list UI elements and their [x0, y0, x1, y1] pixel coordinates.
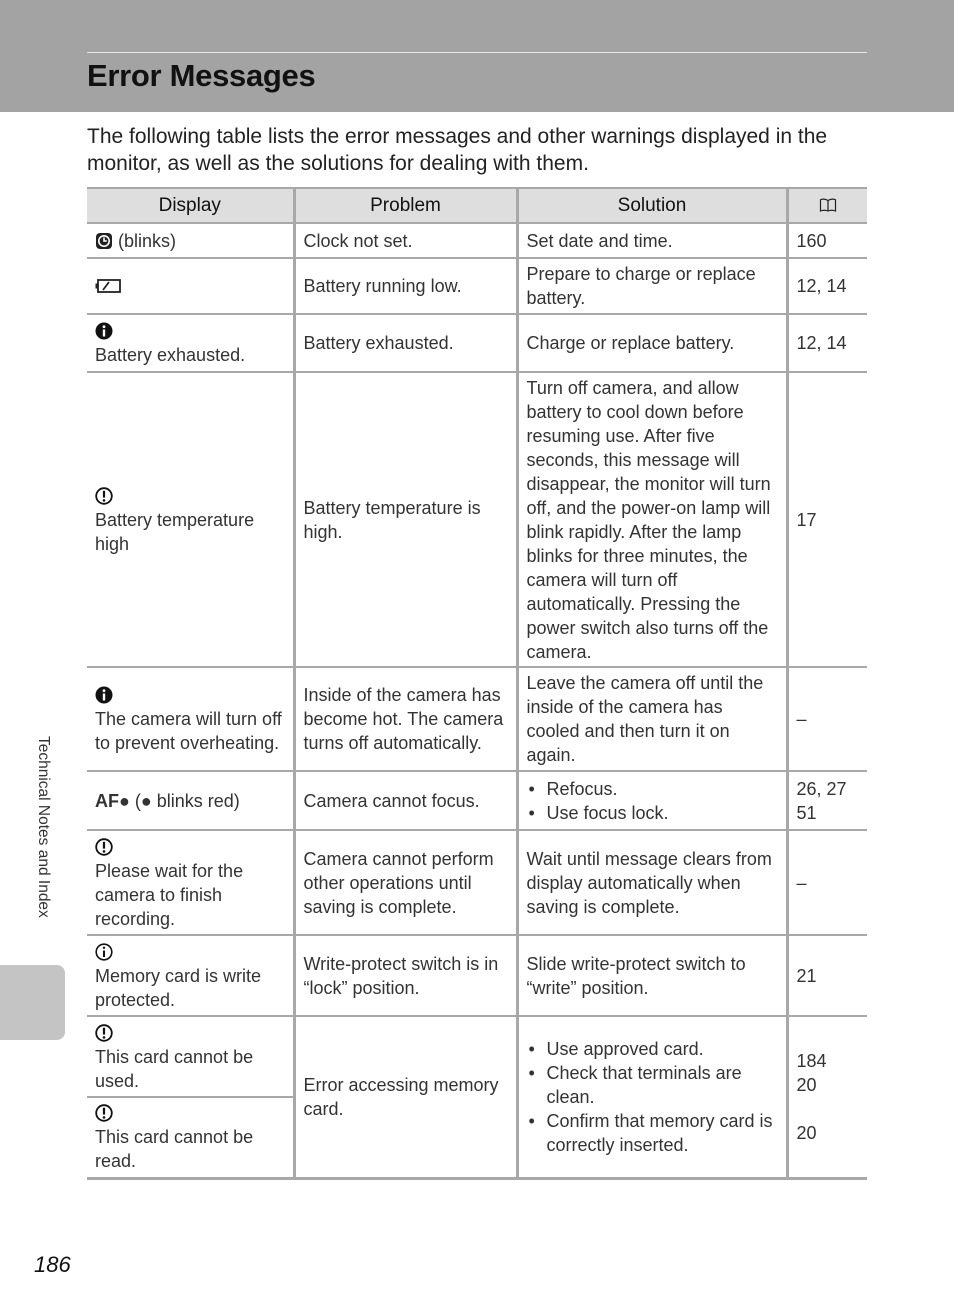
- problem-cell: Write-protect switch is in “lock” position.: [294, 935, 517, 1016]
- header-band: [0, 0, 954, 112]
- display-text: This card cannot be read.: [95, 1127, 254, 1172]
- col-header-problem: Problem: [294, 188, 517, 223]
- info-icon: [95, 322, 113, 340]
- solution-cell: [517, 1016, 787, 1178]
- table-row: [87, 372, 867, 667]
- reference-cell: 21: [787, 935, 867, 1016]
- display-cell: [87, 1016, 294, 1097]
- reference-cell: 160: [787, 223, 867, 258]
- error-table: [87, 187, 867, 1180]
- side-section-label: Technical Notes and Index: [35, 736, 52, 918]
- problem-cell: Inside of the camera has become hot. The camera turns off automatically.: [294, 667, 517, 771]
- reference-line: 26, 27: [796, 778, 847, 799]
- solution-cell: Turn off camera, and allow battery to cool down before resuming use. After five seconds, this message will disappear, the monitor will turn off, and the power-on lamp will blink rapidly. After the lamp blinks for three minutes, the camera will turn off automatically. Pressing the power switch also turns off the camera.: [517, 372, 787, 667]
- display-text: Please wait for the camera to finish recording.: [95, 860, 244, 929]
- table-row: [87, 830, 867, 935]
- list-item: • Use focus lock.: [547, 801, 778, 825]
- warning-icon: [95, 838, 113, 856]
- table-row: [87, 771, 867, 830]
- problem-cell: Camera cannot perform other operations until saving is complete.: [294, 830, 517, 935]
- solution-cell: [517, 771, 787, 830]
- solution-cell: Set date and time.: [517, 223, 787, 258]
- table-row: [87, 314, 867, 372]
- battery-low-icon: [95, 277, 123, 295]
- solution-cell: Prepare to charge or replace battery.: [517, 258, 787, 314]
- display-cell: [87, 1097, 294, 1178]
- warning-icon: [95, 1104, 113, 1122]
- reference-line: 184: [796, 1050, 827, 1071]
- info-icon: [95, 686, 113, 704]
- list-item: • Use approved card.: [547, 1037, 778, 1061]
- display-cell: [87, 830, 294, 935]
- display-cell: [87, 935, 294, 1016]
- table-header-row: [87, 188, 867, 223]
- problem-cell: Clock not set.: [294, 223, 517, 258]
- reference-cell: 12, 14: [787, 314, 867, 372]
- list-item: • Refocus.: [547, 777, 778, 801]
- reference-spacer: [797, 1097, 860, 1121]
- reference-cell: [787, 1016, 867, 1178]
- reference-cell: [787, 771, 867, 830]
- display-text: Battery exhausted.: [95, 345, 246, 365]
- display-text: Memory card is write protected.: [95, 965, 262, 1010]
- display-cell: [87, 667, 294, 771]
- warning-icon: [95, 1024, 113, 1042]
- solution-cell: Charge or replace battery.: [517, 314, 787, 372]
- solution-cell: Leave the camera off until the inside of the camera has cooled and then turn it on again.: [517, 667, 787, 771]
- page-number: 186: [34, 1252, 71, 1277]
- display-cell: [87, 223, 294, 258]
- display-cell: [87, 771, 294, 830]
- problem-cell: Battery running low.: [294, 258, 517, 314]
- reference-cell: –: [787, 830, 867, 935]
- display-text: Battery temperature high: [95, 509, 255, 554]
- problem-cell: Battery temperature is high.: [294, 372, 517, 667]
- display-cell: [87, 258, 294, 314]
- display-text: (blinks): [118, 230, 177, 251]
- table-row: [87, 258, 867, 314]
- list-item: • Confirm that memory card is correctly inserted.: [547, 1109, 778, 1157]
- af-focus-icon: AF●: [95, 790, 130, 811]
- warning-icon: [95, 487, 113, 505]
- reference-line: 51: [796, 802, 817, 823]
- list-item: • Check that terminals are clean.: [547, 1061, 778, 1109]
- reference-cell: 12, 14: [787, 258, 867, 314]
- display-text: The camera will turn off to prevent overheating.: [95, 709, 282, 753]
- header-rule: [87, 52, 867, 53]
- clock-icon: [95, 232, 113, 250]
- info-outline-icon: [95, 943, 113, 961]
- table-row: [87, 1016, 867, 1097]
- table-row: [87, 223, 867, 258]
- col-header-display: Display: [87, 188, 294, 223]
- reference-line: 20: [796, 1122, 817, 1143]
- table-row: [87, 667, 867, 771]
- display-text: (● blinks red): [134, 790, 240, 811]
- problem-cell: Battery exhausted.: [294, 314, 517, 372]
- display-cell: [87, 314, 294, 372]
- page-title: Error Messages: [87, 58, 316, 93]
- display-text: This card cannot be used.: [95, 1046, 254, 1091]
- solution-cell: Slide write-protect switch to “write” position.: [517, 935, 787, 1016]
- table-row: [87, 935, 867, 1016]
- col-header-solution: Solution: [517, 188, 787, 223]
- display-cell: [87, 372, 294, 667]
- book-icon: [819, 196, 837, 214]
- problem-cell: Camera cannot focus.: [294, 771, 517, 830]
- reference-line: 20: [796, 1074, 817, 1095]
- reference-cell: 17: [787, 372, 867, 667]
- problem-cell: Error accessing memory card.: [294, 1016, 517, 1178]
- col-header-reference: [787, 188, 867, 223]
- intro-paragraph: The following table lists the error messages and other warnings displayed in the monitor, as well as the solutions for dealing with them.: [87, 125, 828, 175]
- reference-cell: –: [787, 667, 867, 771]
- solution-cell: Wait until message clears from display automatically when saving is complete.: [517, 830, 787, 935]
- side-section-tab: [0, 965, 65, 1040]
